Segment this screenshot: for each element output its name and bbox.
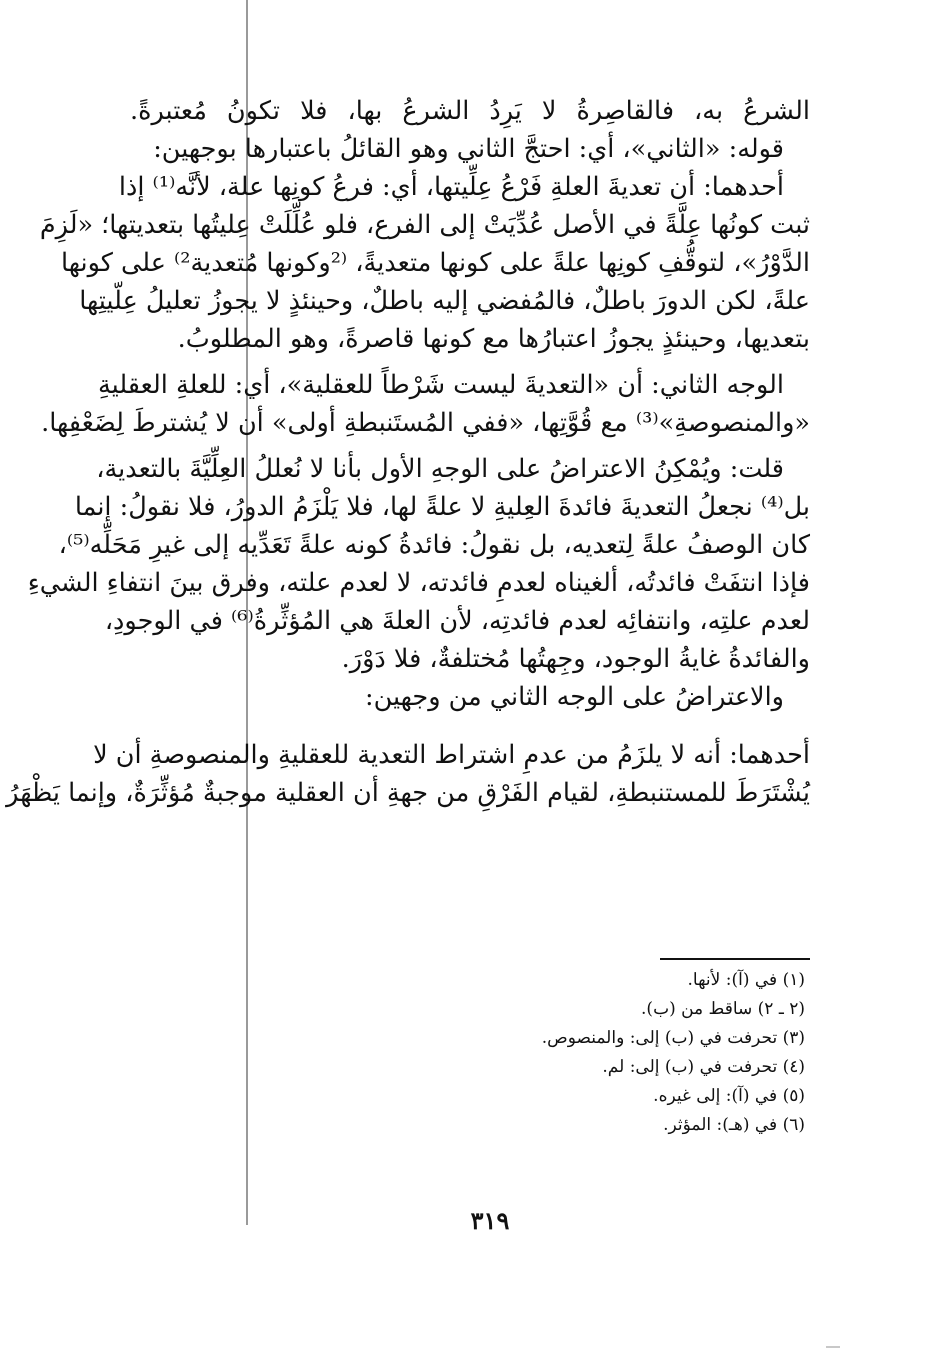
- text-line: الدَّوْرُ»، لتوقُّفِ كونِها علةً على كونها متعديةً، ⁽²وكونها مُتعدية²⁾ على كونها: [60, 248, 810, 278]
- text-line: قلت: ويُمْكِنُ الاعتراضُ على الوجهِ الأول بأنا لا نُعللُ العِلِّيَّةَ بالتعدية،: [96, 454, 784, 484]
- footnote: (٥) في (آ): إلى غيره.: [653, 1086, 805, 1106]
- page-number: ٣١٩: [470, 1206, 510, 1235]
- text-line: والفائدةُ غايةُ الوجود، وجِهتُها مُختلفةٌ، فلا دَوْرَ.: [341, 644, 810, 674]
- footnote: (٤) تحرفت في (ب) إلى: لم.: [602, 1057, 805, 1077]
- footnote-separator: [660, 958, 810, 960]
- text-line: فإذا انتفَتْ فائدتُه، ألغيناه لعدمِ فائدته، لا لعدم علته، وفرق بينَ انتفاءِ الشيءِ: [27, 568, 810, 598]
- text-line: الوجه الثاني: أن «التعديةَ ليست شَرْطاً للعقلية»، أي: للعلةِ العقليةِ: [97, 370, 784, 400]
- footnote: (١) في (آ): لأنها.: [687, 970, 805, 990]
- text-line: ثبت كونُها عِلَّةً في الأصل عُدِّيَتْ إلى الفرع، فلو عُلِّلَتْ عِليتُها بتعديتها؛ «لَزِمَ: [39, 210, 810, 240]
- text-line: يُشْتَرَطَ للمستنبطةِ، لقيام الفَرْقِ من جهةِ أن العقلية موجبةٌ مُؤثِّرَةٌ، وإنما يَظْهَرُ: [6, 778, 810, 808]
- text-line: بل⁽⁴⁾ نجعلُ التعديةَ فائدةَ العِليةِ لا علةً لها، فلا يَلْزَمُ الدورُ، فلا نقولُ: إنما: [74, 492, 810, 522]
- text-line: قوله: «الثاني»، أي: احتجَّ الثاني وهو القائلُ باعتبارها بوجهين:: [153, 134, 784, 164]
- paragraph-gap: [130, 442, 810, 450]
- text-line: الشرعُ به، فالقاصِرةُ لا يَرِدُ الشرعُ بها، فلا تكونُ مُعتبرةً.: [130, 96, 810, 126]
- paragraph-gap: [130, 358, 810, 366]
- footnotes-block: [500, 966, 805, 1140]
- text-line: بتعديها، وحينئذٍ يجوزُ اعتبارُها مع كونها قاصرةً، وهو المطلوبُ.: [177, 324, 810, 354]
- text-line: أحدهما: أنه لا يلزَمُ من عدمِ اشتراط التعدية للعقليةِ والمنصوصةِ أن لا: [93, 740, 810, 770]
- footnote: (٦) في (هـ): المؤثر.: [663, 1115, 805, 1135]
- footnote: (٣) تحرفت في (ب) إلى: والمنصوص.: [541, 1028, 805, 1048]
- text-line: «والمنصوصةِ»⁽³⁾ مع قُوَّتِها، «ففي المُستَنبطةِ أولى» أن لا يُشترطَ لِضَعْفِها.: [41, 408, 810, 438]
- text-line: لعدم علتِه، وانتفائِه لعدم فائدتِه، لأن العلةَ هي المُؤثِّرةُ⁽⁶⁾ في الوجودِ،: [104, 606, 810, 636]
- paragraph-gap: [130, 716, 810, 736]
- footnote: (٢ ـ ٢) ساقط من (ب).: [641, 999, 805, 1019]
- text-line: والاعتراضُ على الوجه الثاني من وجهين:: [364, 682, 784, 712]
- text-line: كان الوصفُ علةً لِتعديه، بل نقولُ: فائدةُ كونه علةً تَعَدِّيه إلى غيرِ مَحَلِّه⁽⁵⁾،: [58, 530, 810, 560]
- text-line: علةً، لكن الدورَ باطلٌ، فالمُفضي إليه باطلٌ، وحينئذٍ لا يجوزُ تعليلُ عِلّيتِها: [79, 286, 810, 316]
- main-text-block: [6, 92, 810, 812]
- text-line: أحدهما: أن تعديةَ العلةِ فَرْعُ عِلِّيتها، أي: فرعُ كونِها علة، لأنَّه⁽¹⁾ إذا: [118, 172, 784, 202]
- scan-artifact: [826, 1346, 840, 1348]
